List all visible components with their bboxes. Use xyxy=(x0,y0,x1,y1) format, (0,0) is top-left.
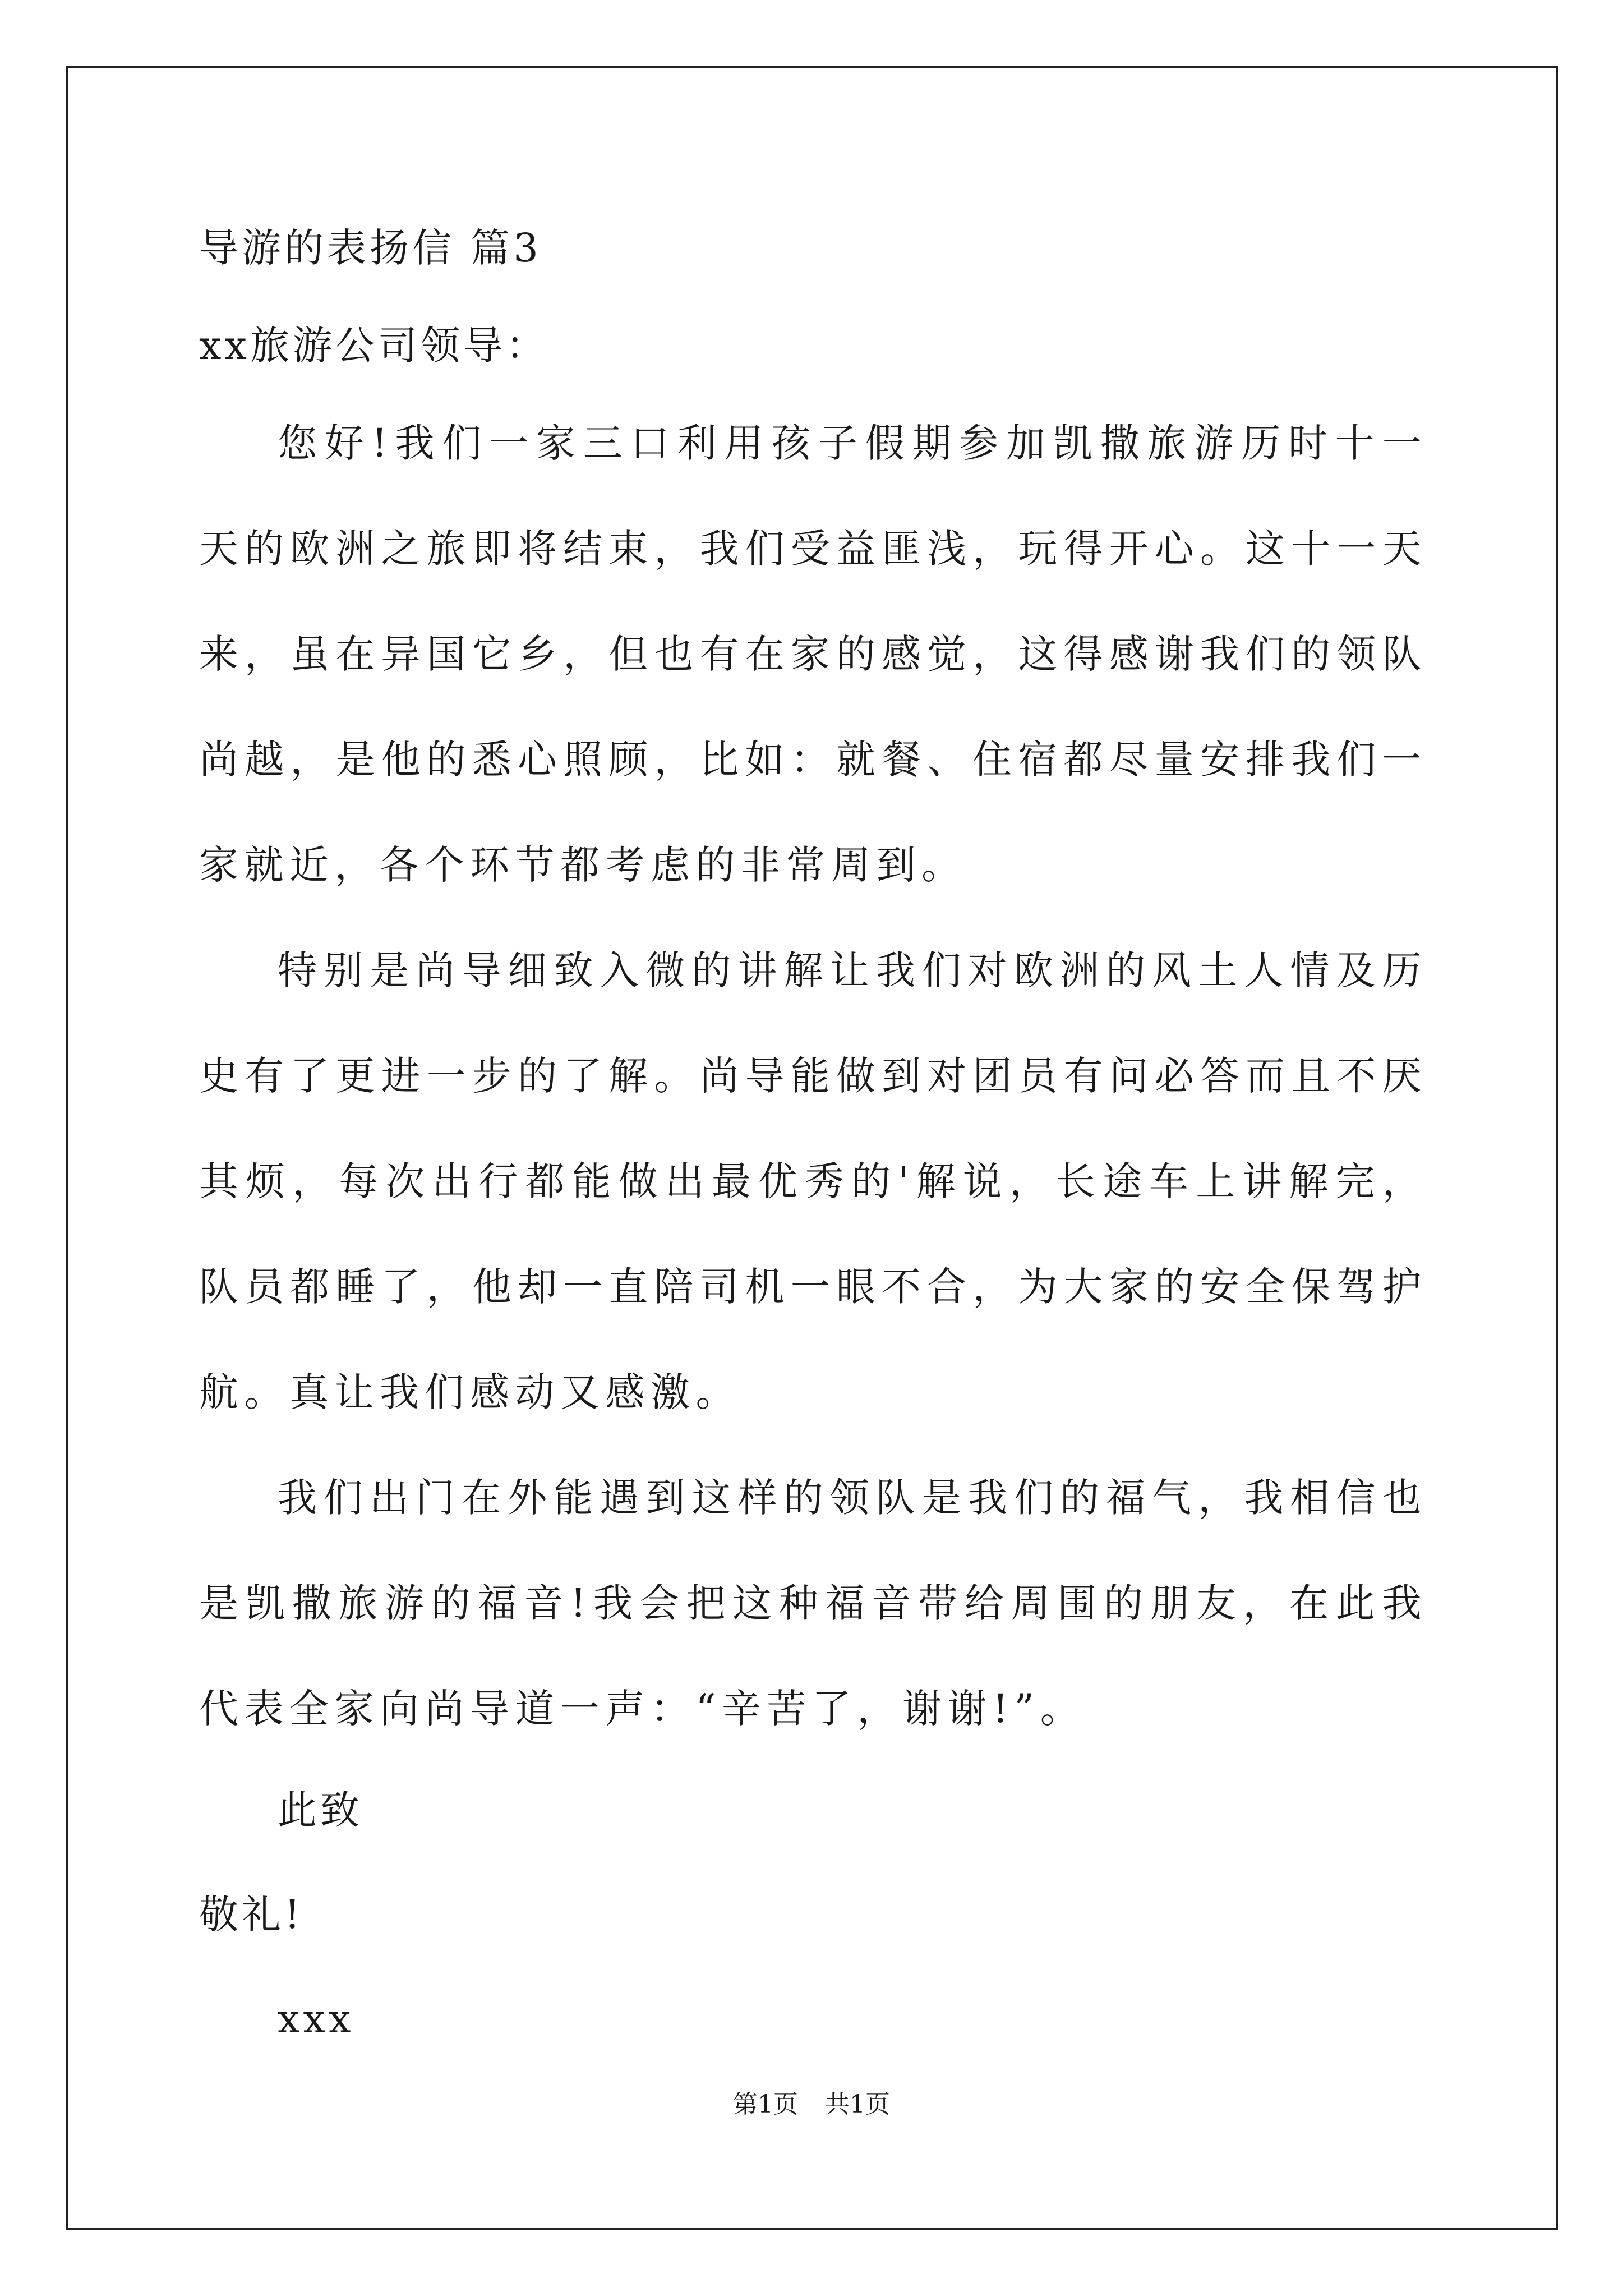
signature: xxx xyxy=(278,1996,354,2042)
paragraph-1: 您好!我们一家三口利用孩子假期参加凯撒旅游历时十一天的欧洲之旅即将结束，我们受益匪浅，玩得开心。这十一天来，虽在异国它乡，但也有在家的感觉，这得感谢我们的领队尚越，是他的悉心照顾，比如：就餐、住宿都尽量安排我们一家就近，各个环节都考虑的非常周到。 xyxy=(199,420,1427,888)
paragraph-3: 我们出门在外能遇到这样的领队是我们的福气，我相信也是凯撒旅游的福音!我会把这种福音带给周围的朋友，在此我代表全家向尚导道一声：“辛苦了，谢谢!”。 xyxy=(199,1475,1427,1732)
page-number: 第1页 xyxy=(733,2090,798,2119)
paragraph-2: 特别是尚导细致入微的讲解让我们对欧洲的风土人情及历史有了更进一步的了解。尚导能做到对团员有问必答而且不厌其烦，每次出行都能做出最优秀的'解说，长途车上讲解完，队员都睡了，他却一直陪司机一眼不合，为大家的安全保驾护航。真让我们感动又感激。 xyxy=(199,947,1427,1415)
closing-salute: 敬礼! xyxy=(199,1892,304,1938)
salutation: xx旅游公司领导： xyxy=(199,323,548,369)
document-title: 导游的表扬信 篇3 xyxy=(199,225,542,271)
page-total: 共1页 xyxy=(825,2090,890,2119)
closing-phrase: 此致 xyxy=(278,1787,363,1833)
letter-body xyxy=(199,222,1427,2045)
page-footer xyxy=(0,2084,1623,2120)
